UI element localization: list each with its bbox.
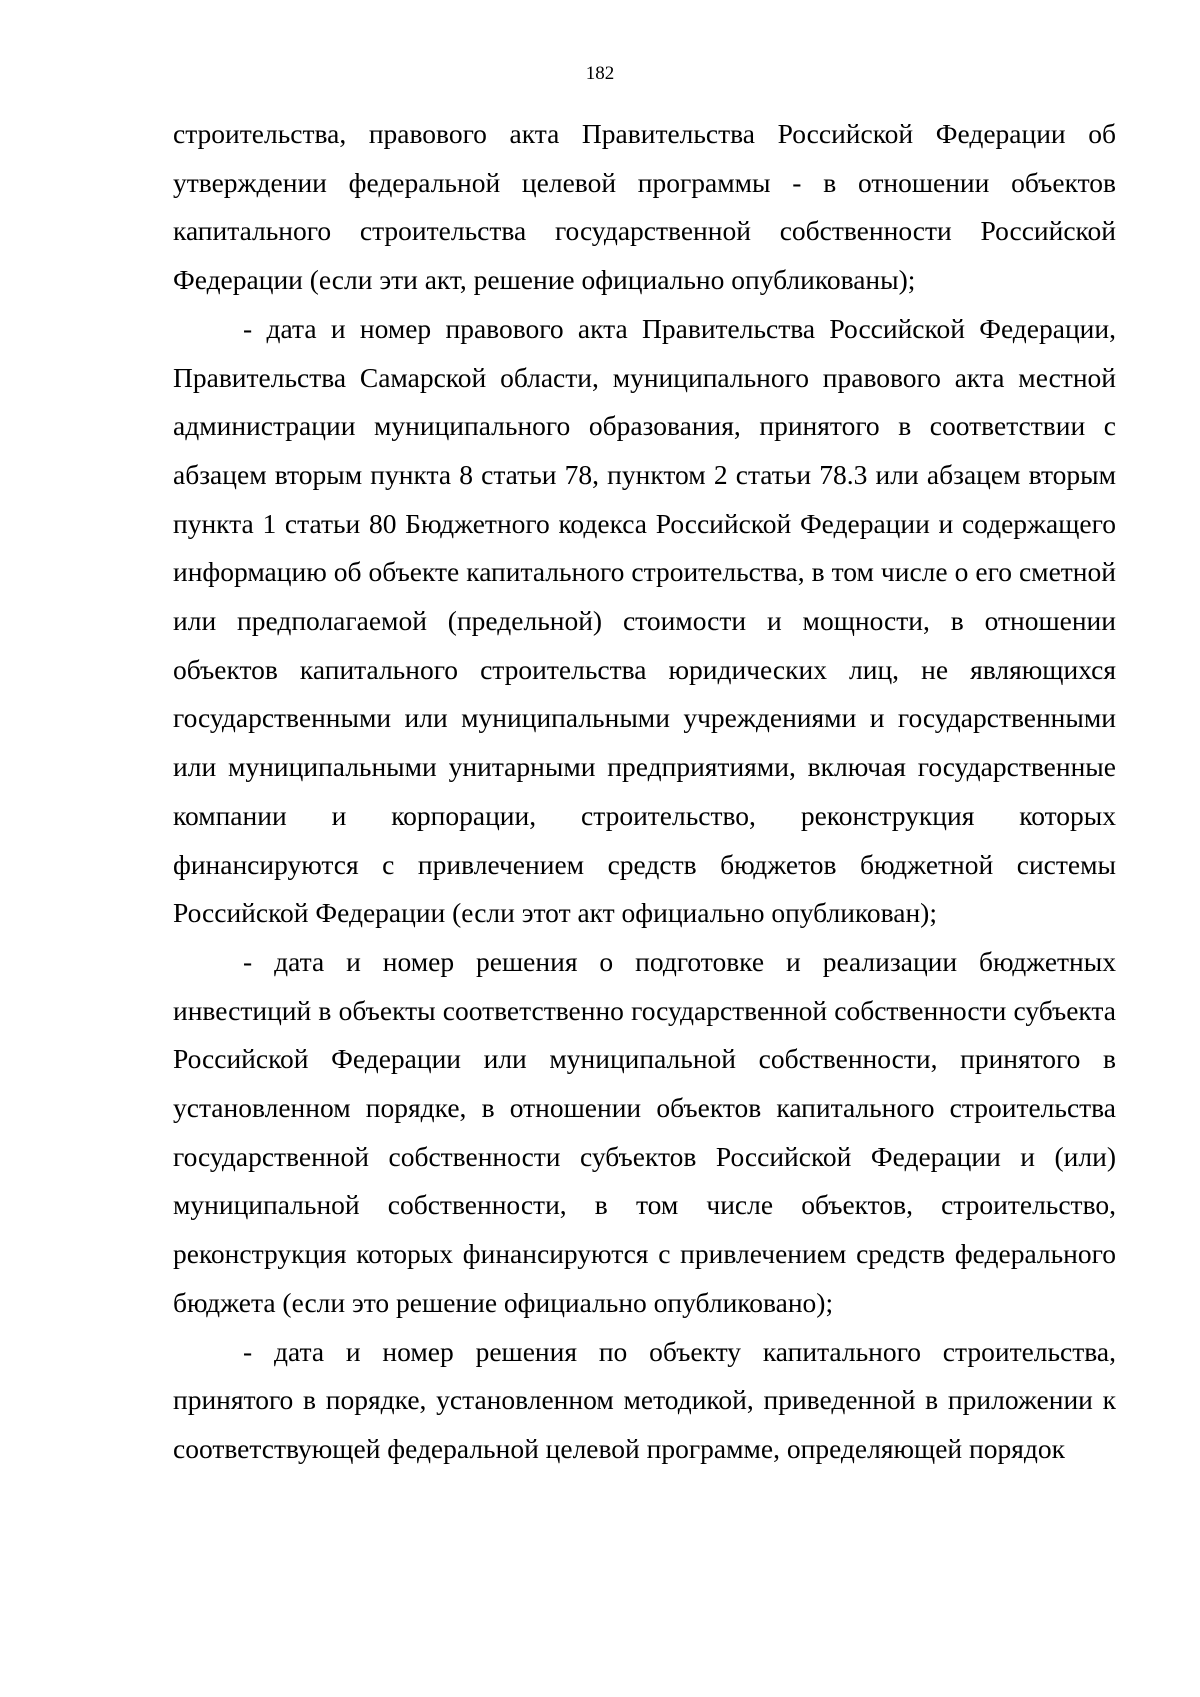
paragraph-legal-act-date-number: - дата и номер правового акта Правительства Российской Федерации, Правительства Самарской области, муниципального правового акта местной администрации муниципального образования, принятого в соответствии с абзацем вторым пункта 8 статьи 78, пунктом 2 статьи 78.3 или абзацем вторым пункта 1 статьи 80 Бюджетного кодекса Российской Федерации и содержащего информацию об объекте капитального строительства, в том числе о его сметной или предполагаемой (предельной) стоимости и мощности, в отношении объектов капитального строительства юридических лиц, не являющихся государственными или муниципальными учреждениями и государственными или муниципальными унитарными предприятиями, включая государственные компании и корпорации, строительство, реконструкция которых финансируются с привлечением средств бюджетов бюджетной системы Российской Федерации (если этот акт официально опубликован); (173, 312, 1116, 929)
paragraph-investment-decision-date-number: - дата и номер решения о подготовке и реализации бюджетных инвестиций в объекты соответственно государственной собственности субъекта Российской Федерации или муниципальной собственности, принятого в установленном порядке, в отношении объектов капитального строительства государственной собственности субъектов Российской Федерации и (или) муниципальной собственности, в том числе объектов, строительство, реконструкция которых финансируются с привлечением средств федерального бюджета (если это решение официально опубликовано); (173, 945, 1116, 1318)
document-body (173, 110, 1116, 1474)
paragraph-capital-object-decision-date-number: - дата и номер решения по объекту капитального строительства, принятого в порядке, установленном методикой, приведенной в приложении к соответствующей федеральной целевой программе, определяющей порядок (173, 1335, 1116, 1464)
paragraph-continuation: строительства, правового акта Правительства Российской Федерации об утверждении федеральной целевой программы - в отношении объектов капитального строительства государственной собственности Российской Федерации (если эти акт, решение официально опубликованы); (173, 118, 1116, 296)
page-number: 182 (585, 63, 615, 84)
